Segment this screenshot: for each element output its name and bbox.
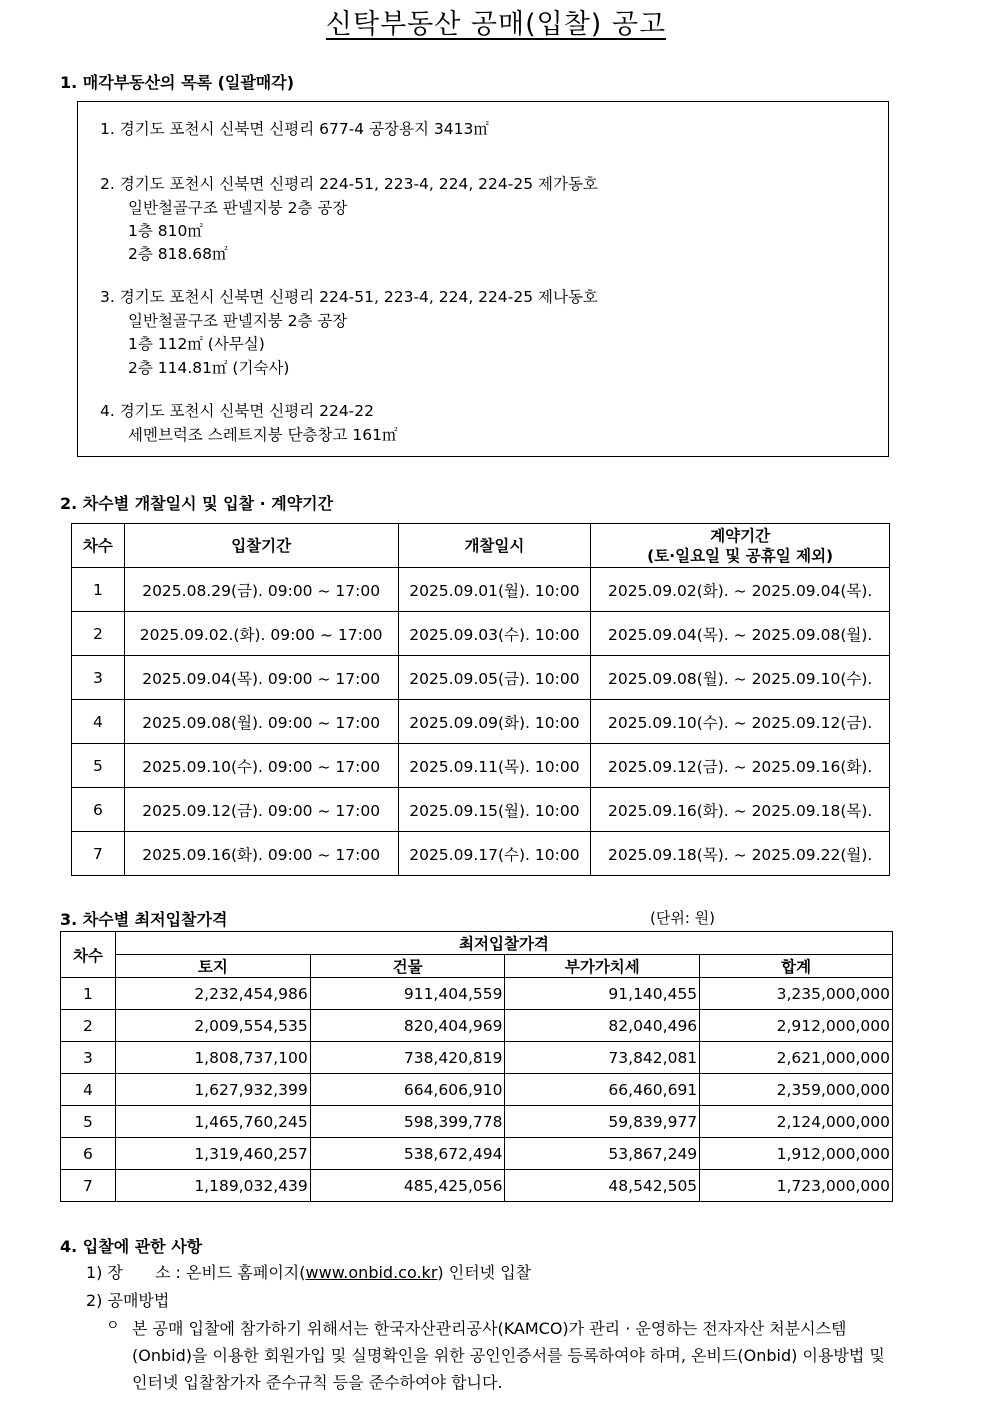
price-cell-building: 664,606,910: [310, 1074, 505, 1106]
price-header-vat: 부가가치세: [505, 955, 700, 978]
price-cell-total: 2,621,000,000: [700, 1042, 893, 1074]
price-row: [61, 1010, 893, 1042]
price-cell-round: 7: [61, 1170, 116, 1202]
schedule-cell-opening: 2025.09.03(수). 10:00: [398, 612, 591, 656]
price-header-round: 차수: [61, 932, 116, 978]
schedule-cell-bid-period: 2025.09.12(금). 09:00 ~ 17:00: [124, 788, 398, 832]
schedule-cell-bid-period: 2025.09.10(수). 09:00 ~ 17:00: [124, 744, 398, 788]
schedule-header-contract-label: 계약기간: [710, 526, 771, 545]
price-row: [61, 1106, 893, 1138]
schedule-cell-opening: 2025.09.15(월). 10:00: [398, 788, 591, 832]
section2-heading: 2. 차수별 개찰일시 및 입찰 · 계약기간: [60, 494, 334, 513]
property-line: 2층 818.68㎡: [128, 245, 228, 263]
property-line: 2. 경기도 포천시 신북면 신평리 224-51, 223-4, 224, 224-25 제가동호: [100, 175, 598, 193]
price-cell-building: 485,425,056: [310, 1170, 505, 1202]
onbid-link[interactable]: www.onbid.co.kr: [305, 1263, 438, 1282]
schedule-row: [72, 656, 890, 700]
price-header-land: 토지: [115, 955, 310, 978]
price-cell-vat: 59,839,977: [505, 1106, 700, 1138]
schedule-cell-opening: 2025.09.11(목). 10:00: [398, 744, 591, 788]
price-cell-round: 2: [61, 1010, 116, 1042]
price-cell-vat: 73,842,081: [505, 1042, 700, 1074]
schedule-cell-contract: 2025.09.16(화). ~ 2025.09.18(목).: [591, 788, 890, 832]
price-cell-land: 1,189,032,439: [115, 1170, 310, 1202]
schedule-header-contract-note: (토·일요일 및 공휴일 제외): [647, 546, 834, 565]
schedule-cell-round: 3: [72, 656, 125, 700]
section3-heading: 3. 차수별 최저입찰가격: [60, 910, 228, 929]
price-cell-total: 1,723,000,000: [700, 1170, 893, 1202]
price-cell-land: 1,319,460,257: [115, 1138, 310, 1170]
schedule-header-bid-period: 입찰기간: [124, 524, 398, 568]
price-row: [61, 978, 893, 1010]
method-paragraph: 본 공매 입찰에 참가하기 위해서는 한국자산관리공사(KAMCO)가 관리 · 운영하는 전자자산 처분시스템(Onbid)을 이용한 회원가입 및 실명확인을 위한 공인인증서를 등록하여야 하며, 온비드(Onbid) 이용방법 및 인터넷 입찰참가자 준수규칙 등을 준수하여야 합니다.: [132, 1319, 885, 1392]
schedule-row: [72, 832, 890, 876]
schedule-cell-bid-period: 2025.09.16(화). 09:00 ~ 17:00: [124, 832, 398, 876]
price-row: [61, 1074, 893, 1106]
price-cell-vat: 91,140,455: [505, 978, 700, 1010]
price-cell-vat: 53,867,249: [505, 1138, 700, 1170]
price-cell-vat: 66,460,691: [505, 1074, 700, 1106]
schedule-cell-opening: 2025.09.17(수). 10:00: [398, 832, 591, 876]
property-line: 4. 경기도 포천시 신북면 신평리 224-22: [100, 402, 375, 420]
schedule-cell-contract: 2025.09.02(화). ~ 2025.09.04(목).: [591, 568, 890, 612]
property-line: 세멘브럭조 스레트지붕 단층창고 161㎡: [128, 426, 398, 444]
price-cell-round: 3: [61, 1042, 116, 1074]
section4-heading: 4. 입찰에 관한 사항: [60, 1237, 203, 1256]
price-cell-building: 538,672,494: [310, 1138, 505, 1170]
price-cell-land: 1,627,932,399: [115, 1074, 310, 1106]
schedule-cell-bid-period: 2025.09.04(목). 09:00 ~ 17:00: [124, 656, 398, 700]
schedule-header-contract: [591, 524, 890, 568]
price-header-min-price: 최저입찰가격: [115, 932, 892, 955]
property-line: 1층 810㎡: [128, 222, 203, 240]
schedule-cell-contract: 2025.09.08(월). ~ 2025.09.10(수).: [591, 656, 890, 700]
section1-heading: 1. 매각부동산의 목록 (일괄매각): [60, 73, 295, 92]
price-table: [60, 931, 893, 1202]
schedule-cell-bid-period: 2025.08.29(금). 09:00 ~ 17:00: [124, 568, 398, 612]
price-header-total: 합계: [700, 955, 893, 978]
schedule-cell-opening: 2025.09.09(화). 10:00: [398, 700, 591, 744]
schedule-table: [71, 523, 890, 876]
price-cell-vat: 48,542,505: [505, 1170, 700, 1202]
price-cell-building: 598,399,778: [310, 1106, 505, 1138]
schedule-row: [72, 744, 890, 788]
unit-label: (단위: 원): [650, 909, 715, 927]
price-cell-building: 911,404,559: [310, 978, 505, 1010]
schedule-header-round: 차수: [72, 524, 125, 568]
schedule-cell-bid-period: 2025.09.02.(화). 09:00 ~ 17:00: [124, 612, 398, 656]
price-cell-total: 2,359,000,000: [700, 1074, 893, 1106]
schedule-row: [72, 612, 890, 656]
price-cell-round: 6: [61, 1138, 116, 1170]
place-suffix: ) 인터넷 입찰: [437, 1263, 532, 1282]
schedule-cell-bid-period: 2025.09.08(월). 09:00 ~ 17:00: [124, 700, 398, 744]
price-cell-land: 2,232,454,986: [115, 978, 310, 1010]
schedule-cell-opening: 2025.09.05(금). 10:00: [398, 656, 591, 700]
property-line: 1층 112㎡ (사무실): [128, 335, 265, 353]
price-row: [61, 1042, 893, 1074]
schedule-cell-contract: 2025.09.04(목). ~ 2025.09.08(월).: [591, 612, 890, 656]
schedule-header-opening: 개찰일시: [398, 524, 591, 568]
price-cell-land: 1,465,760,245: [115, 1106, 310, 1138]
price-cell-building: 738,420,819: [310, 1042, 505, 1074]
schedule-cell-round: 4: [72, 700, 125, 744]
price-cell-land: 2,009,554,535: [115, 1010, 310, 1042]
schedule-cell-contract: 2025.09.18(목). ~ 2025.09.22(월).: [591, 832, 890, 876]
price-cell-total: 3,235,000,000: [700, 978, 893, 1010]
price-cell-round: 5: [61, 1106, 116, 1138]
price-header-building: 건물: [310, 955, 505, 978]
price-cell-total: 2,124,000,000: [700, 1106, 893, 1138]
schedule-cell-round: 6: [72, 788, 125, 832]
method-line: 2) 공매방법: [86, 1291, 170, 1310]
price-cell-vat: 82,040,496: [505, 1010, 700, 1042]
price-cell-land: 1,808,737,100: [115, 1042, 310, 1074]
schedule-cell-opening: 2025.09.01(월). 10:00: [398, 568, 591, 612]
schedule-cell-round: 2: [72, 612, 125, 656]
property-line: 일반철골구조 판넬지붕 2층 공장: [128, 199, 348, 217]
property-line: 1. 경기도 포천시 신북면 신평리 677-4 공장용지 3413㎡: [100, 120, 489, 138]
schedule-cell-contract: 2025.09.10(수). ~ 2025.09.12(금).: [591, 700, 890, 744]
schedule-row: [72, 700, 890, 744]
bullet-icon: ㅇ: [106, 1318, 120, 1334]
price-row: [61, 1170, 893, 1202]
price-cell-round: 1: [61, 978, 116, 1010]
schedule-cell-round: 1: [72, 568, 125, 612]
price-row: [61, 1138, 893, 1170]
place-line: [86, 1260, 531, 1283]
property-line: 3. 경기도 포천시 신북면 신평리 224-51, 223-4, 224, 224-25 제나동호: [100, 288, 598, 306]
schedule-cell-contract: 2025.09.12(금). ~ 2025.09.16(화).: [591, 744, 890, 788]
price-cell-round: 4: [61, 1074, 116, 1106]
schedule-cell-round: 7: [72, 832, 125, 876]
property-line: 일반철골구조 판넬지붕 2층 공장: [128, 312, 348, 330]
schedule-row: [72, 568, 890, 612]
schedule-row: [72, 788, 890, 832]
page-title: 신탁부동산 공매(입찰) 공고: [325, 9, 667, 40]
price-cell-building: 820,404,969: [310, 1010, 505, 1042]
schedule-cell-round: 5: [72, 744, 125, 788]
price-cell-total: 2,912,000,000: [700, 1010, 893, 1042]
place-prefix: 1) 장 소 : 온비드 홈페이지(: [86, 1263, 306, 1282]
property-line: 2층 114.81㎡ (기숙사): [128, 359, 290, 377]
price-cell-total: 1,912,000,000: [700, 1138, 893, 1170]
